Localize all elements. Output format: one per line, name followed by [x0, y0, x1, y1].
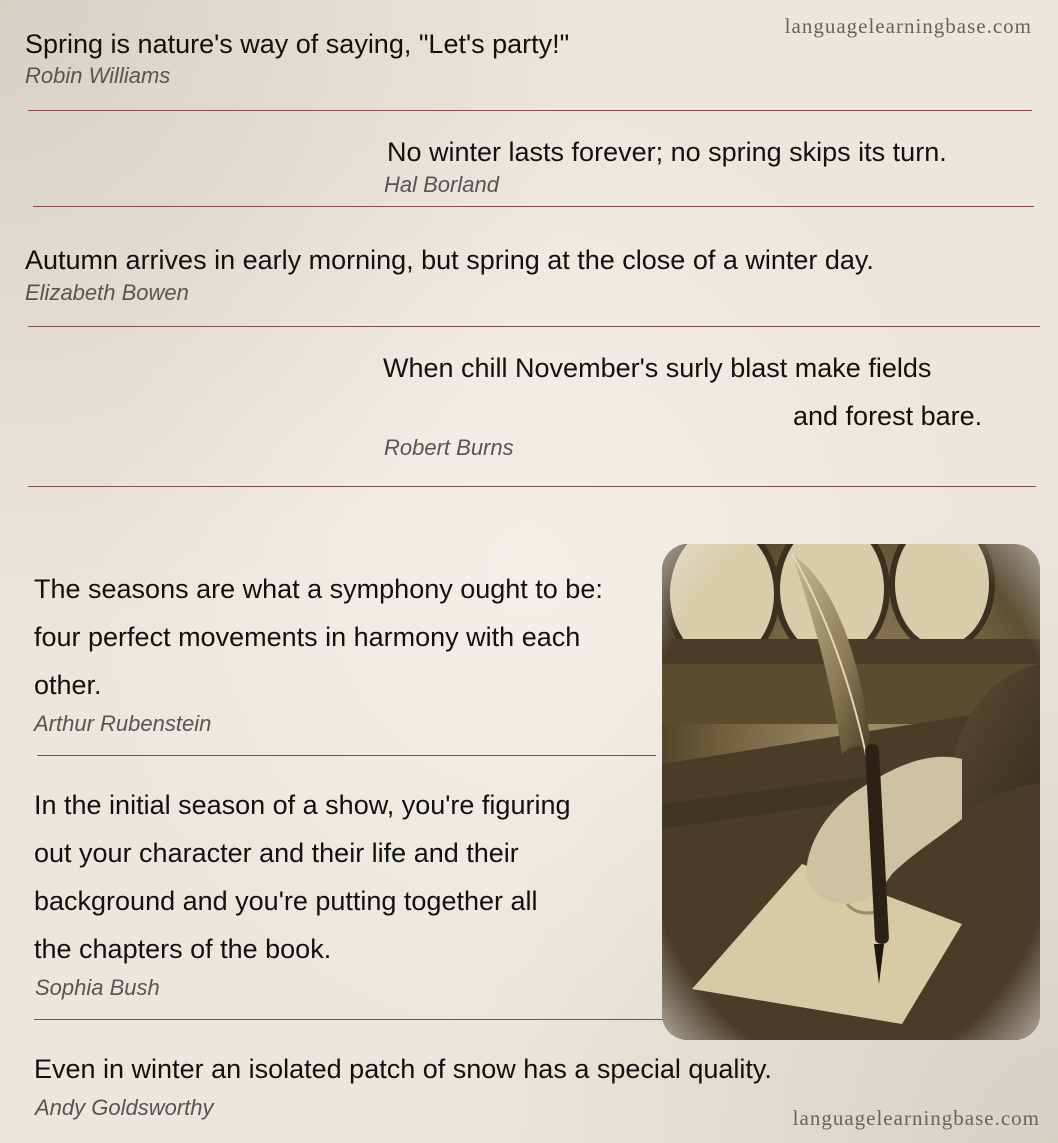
quote-6-author: Sophia Bush [35, 975, 160, 1000]
divider-2 [33, 206, 1034, 207]
divider-5 [37, 755, 656, 756]
quote-5-line3: other. [34, 670, 102, 700]
quote-2-author: Hal Borland [384, 172, 499, 197]
photo-illustration [662, 544, 1040, 1040]
divider-1 [28, 110, 1032, 111]
quote-6-line1: In the initial season of a show, you're figuring [34, 790, 571, 820]
quote-6-line3: background and you're putting together all [34, 886, 538, 916]
divider-3 [28, 326, 1040, 327]
quote-4-author: Robert Burns [384, 435, 514, 460]
quote-5-line1: The seasons are what a symphony ought to be: [34, 574, 603, 604]
quote-1-author: Robin Williams [25, 63, 171, 88]
quote-5-line2: four perfect movements in harmony with each [34, 622, 581, 652]
quote-4-line2: and forest bare. [793, 401, 983, 431]
quote-7-author: Andy Goldsworthy [35, 1095, 214, 1120]
divider-4 [28, 486, 1036, 487]
quote-2-text: No winter lasts forever; no spring skips its turn. [387, 137, 947, 167]
watermark-top: languagelearningbase.com [784, 14, 1032, 38]
quote-3-text: Autumn arrives in early morning, but spring at the close of a winter day. [25, 245, 874, 275]
quote-4-line1: When chill November's surly blast make fields [383, 353, 932, 383]
quote-5-author: Arthur Rubenstein [34, 711, 212, 736]
quote-6-line2: out your character and their life and their [34, 838, 519, 868]
quill-pen-writing-photo [662, 544, 1040, 1040]
quote-1-text: Spring is nature's way of saying, "Let's party!" [25, 29, 570, 59]
quote-3-author: Elizabeth Bowen [25, 280, 189, 305]
quote-6-line4: the chapters of the book. [34, 934, 332, 964]
watermark-bottom: languagelearningbase.com [792, 1106, 1040, 1130]
divider-6 [34, 1019, 664, 1020]
quote-7-text: Even in winter an isolated patch of snow has a special quality. [34, 1054, 772, 1084]
